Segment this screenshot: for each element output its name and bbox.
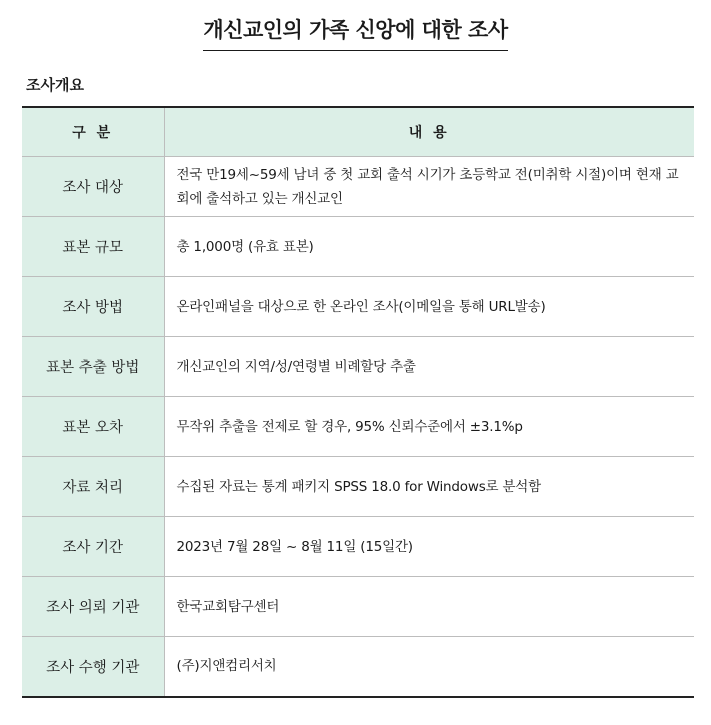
row-label: 표본 추출 방법 [22, 337, 164, 397]
row-label: 조사 방법 [22, 277, 164, 337]
row-label: 자료 처리 [22, 457, 164, 517]
title-wrapper [0, 14, 711, 51]
row-label: 표본 규모 [22, 217, 164, 277]
row-label: 조사 의뢰 기관 [22, 577, 164, 637]
table-row [22, 397, 694, 457]
table-header-row [22, 107, 694, 157]
page-title: 개신교인의 가족 신앙에 대한 조사 [203, 14, 507, 51]
row-value: 총 1,000명 (유효 표본) [164, 217, 694, 277]
table-row [22, 577, 694, 637]
row-value: 수집된 자료는 통계 패키지 SPSS 18.0 for Windows로 분석함 [164, 457, 694, 517]
row-label: 표본 오차 [22, 397, 164, 457]
row-value: 온라인패널을 대상으로 한 온라인 조사(이메일을 통해 URL발송) [164, 277, 694, 337]
row-label: 조사 수행 기관 [22, 637, 164, 697]
row-label: 조사 기간 [22, 517, 164, 577]
row-value: 2023년 7월 28일 ~ 8월 11일 (15일간) [164, 517, 694, 577]
row-value: 전국 만19세~59세 남녀 중 첫 교회 출석 시기가 초등학교 전(미취학 시절)이며 현재 교회에 출석하고 있는 개신교인 [164, 157, 694, 217]
section-title: 조사개요 [26, 76, 84, 94]
table-row [22, 457, 694, 517]
survey-overview-table [22, 106, 694, 698]
header-content: 내 용 [164, 107, 694, 157]
row-value: 무작위 추출을 전제로 할 경우, 95% 신뢰수준에서 ±3.1%p [164, 397, 694, 457]
row-value: 한국교회탐구센터 [164, 577, 694, 637]
table-row [22, 637, 694, 697]
header-category: 구 분 [22, 107, 164, 157]
row-value: 개신교인의 지역/성/연령별 비례할당 추출 [164, 337, 694, 397]
table-row [22, 157, 694, 217]
table-row [22, 517, 694, 577]
row-label: 조사 대상 [22, 157, 164, 217]
table-row [22, 277, 694, 337]
table-row [22, 337, 694, 397]
row-value: (주)지앤컴리서치 [176, 658, 277, 675]
table-row [22, 217, 694, 277]
